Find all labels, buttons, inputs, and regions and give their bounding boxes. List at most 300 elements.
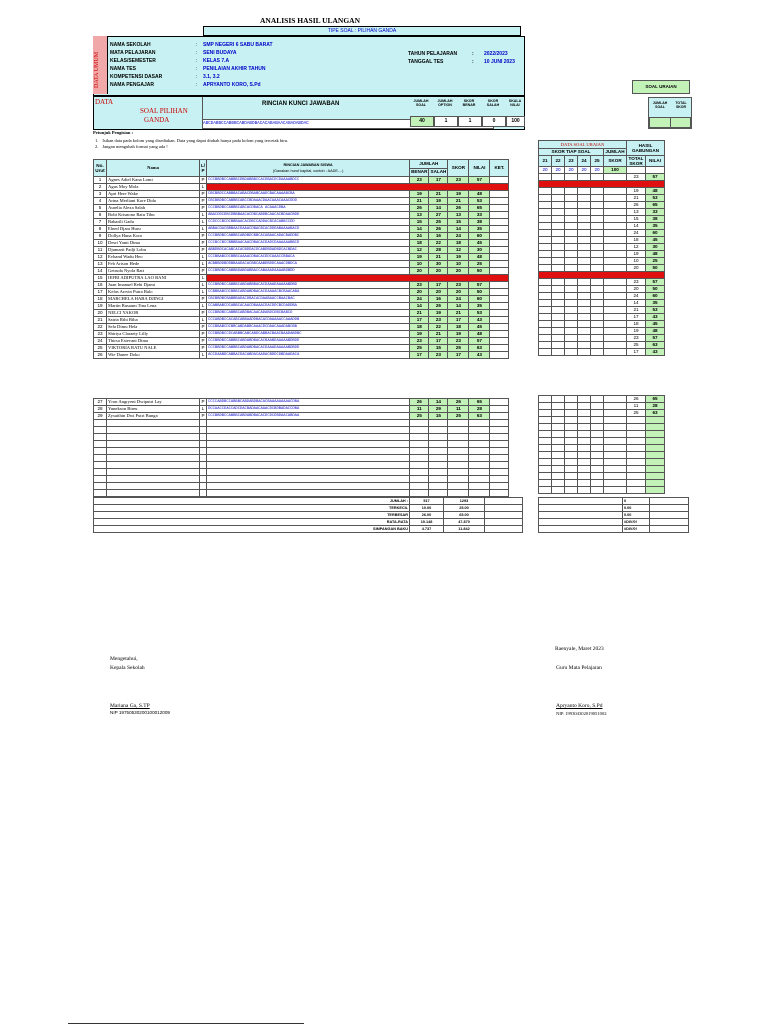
skor-benar-value[interactable]: 1 xyxy=(458,116,482,127)
essay-score-cell[interactable] xyxy=(552,431,565,438)
essay-score-cell[interactable] xyxy=(591,321,604,328)
essay-score-cell[interactable] xyxy=(552,300,565,307)
student-gender[interactable]: P xyxy=(200,324,207,331)
empty-cell[interactable] xyxy=(94,434,107,441)
remark-cell[interactable] xyxy=(490,212,509,219)
student-answers[interactable]: ABBACDACBBBAACDAAACDBACBCACDDDABAAAABACD xyxy=(207,226,410,233)
empty-cell[interactable] xyxy=(200,448,207,455)
essay-score-cell[interactable] xyxy=(552,237,565,244)
remark-cell[interactable] xyxy=(490,338,509,345)
essay-score-cell[interactable] xyxy=(591,195,604,202)
student-gender[interactable]: P xyxy=(200,338,207,345)
essay-score-cell[interactable] xyxy=(552,445,565,452)
essay-score-cell[interactable] xyxy=(578,438,591,445)
student-answers[interactable]: CCCBBDBCCABBBCABDABBBACACDAAADAAAAABDBD xyxy=(207,282,410,289)
student-name[interactable]: Baharili Gadu xyxy=(107,219,200,226)
essay-score-cell[interactable] xyxy=(578,195,591,202)
essay-score-cell[interactable] xyxy=(591,174,604,181)
essay-score-cell[interactable] xyxy=(565,314,578,321)
empty-cell[interactable] xyxy=(207,441,410,448)
essay-score-cell[interactable] xyxy=(578,209,591,216)
essay-score-cell[interactable] xyxy=(565,438,578,445)
remark-cell[interactable] xyxy=(490,345,509,352)
empty-cell[interactable] xyxy=(200,462,207,469)
essay-score-cell[interactable] xyxy=(591,216,604,223)
essay-score-cell[interactable] xyxy=(552,216,565,223)
student-name[interactable]: Desri Yanti Dima xyxy=(107,240,200,247)
remark-cell[interactable] xyxy=(490,177,509,184)
student-name[interactable]: Apri Here Wake xyxy=(107,191,200,198)
essay-score-cell[interactable] xyxy=(578,403,591,410)
essay-score-cell[interactable] xyxy=(539,480,552,487)
remark-cell[interactable] xyxy=(490,352,509,359)
essay-score-cell[interactable] xyxy=(552,342,565,349)
essay-score-cell[interactable] xyxy=(552,202,565,209)
essay-score-cell[interactable] xyxy=(565,410,578,417)
student-answers[interactable]: CCCCABDBCCABBBCABDABDBACACBAAAAAAAAACDBA xyxy=(207,399,410,406)
empty-cell[interactable] xyxy=(207,455,410,462)
empty-cell[interactable] xyxy=(94,462,107,469)
student-answers[interactable]: CCCBBDBCCABBBCABDABDBACACBAABDAAAAABDBDD xyxy=(207,338,410,345)
student-gender[interactable]: P xyxy=(200,268,207,275)
empty-cell[interactable] xyxy=(94,490,107,497)
empty-cell[interactable] xyxy=(94,455,107,462)
student-answers[interactable]: CCCBBDBCCABBBCABDABDBACACDCDCDBDAACABDAA xyxy=(207,413,410,420)
essay-score-cell[interactable] xyxy=(539,223,552,230)
essay-score-cell[interactable] xyxy=(578,349,591,356)
student-answers[interactable]: CBCBBDBCCABBBCABCCBDAAACDAACAAACAAACDDD xyxy=(207,198,410,205)
essay-score-cell[interactable] xyxy=(552,258,565,265)
essay-max-score[interactable]: 20 xyxy=(591,167,604,174)
essay-score-cell[interactable] xyxy=(539,473,552,480)
student-gender[interactable]: L xyxy=(200,275,207,282)
empty-cell[interactable] xyxy=(94,427,107,434)
remark-cell[interactable] xyxy=(490,198,509,205)
student-answers[interactable]: CBCBBDBCBABBBADACDBACACDAABAACCBAACBAC xyxy=(207,296,410,303)
essay-max-score[interactable]: 20 xyxy=(552,167,565,174)
empty-cell[interactable] xyxy=(490,483,509,490)
essay-score-cell[interactable] xyxy=(539,487,552,494)
empty-cell[interactable] xyxy=(200,427,207,434)
essay-score-cell[interactable] xyxy=(539,459,552,466)
empty-cell[interactable] xyxy=(200,483,207,490)
essay-score-cell[interactable] xyxy=(539,265,552,272)
essay-max-score[interactable]: 20 xyxy=(565,167,578,174)
empty-cell[interactable] xyxy=(490,420,509,427)
essay-jumlah-soal-cell[interactable] xyxy=(649,117,671,128)
essay-score-cell[interactable] xyxy=(578,424,591,431)
student-name[interactable]: VIKTORIA RATU NALE xyxy=(107,345,200,352)
essay-score-cell[interactable] xyxy=(578,473,591,480)
essay-score-cell[interactable] xyxy=(578,307,591,314)
empty-cell[interactable] xyxy=(207,490,410,497)
essay-score-cell[interactable] xyxy=(552,396,565,403)
student-gender[interactable]: L xyxy=(200,254,207,261)
empty-cell[interactable] xyxy=(207,448,410,455)
remark-cell[interactable] xyxy=(490,406,509,413)
student-answers[interactable]: CCBBBABCDCBBBCABDABDBACACDAAAACBCBAACABA xyxy=(207,289,410,296)
empty-cell[interactable] xyxy=(94,448,107,455)
remark-cell[interactable] xyxy=(490,296,509,303)
empty-cell[interactable] xyxy=(107,441,200,448)
student-name[interactable]: Arina Merliani Kore Dida xyxy=(107,198,200,205)
student-gender[interactable]: L xyxy=(200,226,207,233)
empty-cell[interactable] xyxy=(207,434,410,441)
student-answers[interactable]: CCDCCCBCDCBBBAACACDBCCADDACBCACABBCCDD xyxy=(207,219,410,226)
essay-score-cell[interactable] xyxy=(552,417,565,424)
student-answers[interactable]: ABACDDCDBCDBBBAACACDBCABDBCAACACBDAACBDD xyxy=(207,212,410,219)
student-answers[interactable]: DCCAACCDACCADCDACBADAACAAACDCBDBADACCDBA xyxy=(207,406,410,413)
essay-score-cell[interactable] xyxy=(578,459,591,466)
empty-cell[interactable] xyxy=(107,427,200,434)
essay-score-cell[interactable] xyxy=(565,342,578,349)
empty-cell[interactable] xyxy=(207,427,410,434)
empty-cell[interactable] xyxy=(94,469,107,476)
essay-score-cell[interactable] xyxy=(539,258,552,265)
essay-score-cell[interactable] xyxy=(578,328,591,335)
essay-score-cell[interactable] xyxy=(591,403,604,410)
essay-score-cell[interactable] xyxy=(565,349,578,356)
essay-score-cell[interactable] xyxy=(578,396,591,403)
essay-score-cell[interactable] xyxy=(591,258,604,265)
student-name[interactable]: Yron Angryeni Dwiputri Lay xyxy=(107,399,200,406)
remark-cell[interactable] xyxy=(490,268,509,275)
essay-score-cell[interactable] xyxy=(552,195,565,202)
essay-score-cell[interactable] xyxy=(565,258,578,265)
empty-cell[interactable] xyxy=(107,455,200,462)
student-gender[interactable]: L xyxy=(200,219,207,226)
student-name[interactable]: Bobi Krisnono Ratu Tibu xyxy=(107,212,200,219)
essay-score-cell[interactable] xyxy=(591,410,604,417)
essay-score-cell[interactable] xyxy=(591,237,604,244)
essay-score-cell[interactable] xyxy=(539,396,552,403)
essay-score-cell[interactable] xyxy=(591,335,604,342)
empty-cell[interactable] xyxy=(490,434,509,441)
essay-score-cell[interactable] xyxy=(552,251,565,258)
essay-score-cell[interactable] xyxy=(591,293,604,300)
essay-score-cell[interactable] xyxy=(565,265,578,272)
essay-score-cell[interactable] xyxy=(565,209,578,216)
essay-score-cell[interactable] xyxy=(591,487,604,494)
remark-cell[interactable] xyxy=(490,331,509,338)
student-gender[interactable]: L xyxy=(200,212,207,219)
essay-score-cell[interactable] xyxy=(539,438,552,445)
essay-score-cell[interactable] xyxy=(565,328,578,335)
essay-score-cell[interactable] xyxy=(539,195,552,202)
essay-score-cell[interactable] xyxy=(552,480,565,487)
student-name[interactable]: Sela Dimu Hela xyxy=(107,324,200,331)
essay-score-cell[interactable] xyxy=(565,188,578,195)
empty-cell[interactable] xyxy=(94,483,107,490)
essay-score-cell[interactable] xyxy=(539,335,552,342)
essay-score-cell[interactable] xyxy=(552,473,565,480)
student-gender[interactable]: P xyxy=(200,247,207,254)
essay-score-cell[interactable] xyxy=(539,300,552,307)
essay-score-cell[interactable] xyxy=(578,410,591,417)
essay-score-cell[interactable] xyxy=(539,279,552,286)
essay-score-cell[interactable] xyxy=(565,396,578,403)
student-name[interactable]: Getruda Nyola Ratt xyxy=(107,268,200,275)
student-gender[interactable]: P xyxy=(200,399,207,406)
empty-cell[interactable] xyxy=(207,476,410,483)
essay-score-cell[interactable] xyxy=(539,188,552,195)
student-answers[interactable]: CCCBBDBCCABBBCABCACDBACA ACAAACDBA xyxy=(207,205,410,212)
remark-cell[interactable] xyxy=(490,233,509,240)
essay-score-cell[interactable] xyxy=(578,251,591,258)
empty-cell[interactable] xyxy=(207,483,410,490)
empty-cell[interactable] xyxy=(107,420,200,427)
essay-score-cell[interactable] xyxy=(552,459,565,466)
essay-score-cell[interactable] xyxy=(591,202,604,209)
student-name[interactable]: Elned Djara Huru xyxy=(107,226,200,233)
essay-score-cell[interactable] xyxy=(565,335,578,342)
remark-cell[interactable] xyxy=(490,191,509,198)
essay-score-cell[interactable] xyxy=(539,286,552,293)
essay-score-cell[interactable] xyxy=(552,230,565,237)
essay-score-cell[interactable] xyxy=(578,335,591,342)
essay-score-cell[interactable] xyxy=(578,244,591,251)
empty-cell[interactable] xyxy=(207,462,410,469)
essay-score-cell[interactable] xyxy=(552,293,565,300)
essay-score-cell[interactable] xyxy=(565,279,578,286)
empty-cell[interactable] xyxy=(94,441,107,448)
essay-score-cell[interactable] xyxy=(578,286,591,293)
essay-score-cell[interactable] xyxy=(578,237,591,244)
student-gender[interactable]: L xyxy=(200,282,207,289)
empty-cell[interactable] xyxy=(490,476,509,483)
essay-score-cell[interactable] xyxy=(565,445,578,452)
identity-value[interactable]: PENILAIAN AKHIR TAHUN xyxy=(203,66,266,72)
essay-score-cell[interactable] xyxy=(565,293,578,300)
student-name[interactable]: Evhand Wadu Heo xyxy=(107,254,200,261)
empty-cell[interactable] xyxy=(490,427,509,434)
essay-score-cell[interactable] xyxy=(539,174,552,181)
student-gender[interactable]: P xyxy=(200,191,207,198)
essay-score-cell[interactable] xyxy=(552,335,565,342)
empty-cell[interactable] xyxy=(200,469,207,476)
essay-score-cell[interactable] xyxy=(552,321,565,328)
essay-score-cell[interactable] xyxy=(591,279,604,286)
essay-score-cell[interactable] xyxy=(539,349,552,356)
essay-max-score[interactable]: 20 xyxy=(539,167,552,174)
empty-cell[interactable] xyxy=(107,483,200,490)
empty-cell[interactable] xyxy=(107,476,200,483)
essay-score-cell[interactable] xyxy=(578,417,591,424)
essay-score-cell[interactable] xyxy=(591,445,604,452)
student-name[interactable]: Agus Moy Mola xyxy=(107,184,200,191)
essay-score-cell[interactable] xyxy=(552,487,565,494)
student-name[interactable]: Thirsa Estevani Dima xyxy=(107,338,200,345)
essay-score-cell[interactable] xyxy=(539,202,552,209)
student-gender[interactable]: P xyxy=(200,240,207,247)
essay-score-cell[interactable] xyxy=(591,300,604,307)
remark-cell[interactable] xyxy=(490,240,509,247)
essay-score-cell[interactable] xyxy=(578,216,591,223)
essay-score-cell[interactable] xyxy=(591,307,604,314)
essay-score-cell[interactable] xyxy=(591,223,604,230)
essay-score-cell[interactable] xyxy=(578,223,591,230)
essay-score-cell[interactable] xyxy=(539,417,552,424)
essay-score-cell[interactable] xyxy=(565,424,578,431)
skala-nilai-value[interactable]: 100 xyxy=(506,116,525,127)
remark-cell[interactable] xyxy=(490,303,509,310)
essay-score-cell[interactable] xyxy=(565,300,578,307)
essay-score-cell[interactable] xyxy=(552,349,565,356)
essay-score-cell[interactable] xyxy=(552,286,565,293)
student-answers[interactable]: CCCBBABCDCBBBCAAAACDBACACDDCAAACCBBACA xyxy=(207,254,410,261)
essay-score-cell[interactable] xyxy=(565,431,578,438)
student-gender[interactable]: P xyxy=(200,205,207,212)
essay-score-cell[interactable] xyxy=(578,480,591,487)
essay-score-cell[interactable] xyxy=(552,466,565,473)
essay-score-cell[interactable] xyxy=(565,286,578,293)
essay-total-skor-cell[interactable] xyxy=(670,117,691,128)
essay-score-cell[interactable] xyxy=(539,209,552,216)
essay-score-cell[interactable] xyxy=(552,265,565,272)
student-answers[interactable]: CCCBCCBCCBBBBAACAACDBACACDADCDAAAAAABBCD xyxy=(207,240,410,247)
essay-score-cell[interactable] xyxy=(539,314,552,321)
essay-score-cell[interactable] xyxy=(539,466,552,473)
empty-cell[interactable] xyxy=(107,490,200,497)
essay-score-cell[interactable] xyxy=(552,209,565,216)
essay-score-cell[interactable] xyxy=(578,314,591,321)
essay-score-cell[interactable] xyxy=(578,188,591,195)
student-gender[interactable]: P xyxy=(200,413,207,420)
essay-score-cell[interactable] xyxy=(565,307,578,314)
identity-value[interactable]: KELAS 7.A xyxy=(203,58,230,64)
student-answers[interactable]: CCCBBDBCCABBBCABDABDBACACDAAADAAAAABDBDD xyxy=(207,345,410,352)
student-answers[interactable]: ABBDBDCACABCACACBDDACDCABDBDADBDCACBDAC xyxy=(207,247,410,254)
answer-key-input[interactable]: ABCDABBCCABBBCABDABDBACACABABAACABADABDAC xyxy=(202,119,494,129)
empty-cell[interactable] xyxy=(107,434,200,441)
essay-score-cell[interactable] xyxy=(552,314,565,321)
essay-score-cell[interactable] xyxy=(552,328,565,335)
essay-score-cell[interactable] xyxy=(591,244,604,251)
essay-score-cell[interactable] xyxy=(565,195,578,202)
remark-cell[interactable] xyxy=(490,317,509,324)
essay-score-cell[interactable] xyxy=(552,174,565,181)
essay-score-cell[interactable] xyxy=(539,424,552,431)
essay-score-cell[interactable] xyxy=(578,321,591,328)
remark-cell[interactable] xyxy=(490,324,509,331)
student-gender[interactable]: L xyxy=(200,289,207,296)
essay-score-cell[interactable] xyxy=(552,244,565,251)
student-answers[interactable]: CCABBABCDCABBCACAACDBAAACDACDDCBCDADDBA xyxy=(207,303,410,310)
essay-score-cell[interactable] xyxy=(591,265,604,272)
student-answers[interactable]: CCCBBDBCCABBBCDBDABBBCCACDBACDCDAAAABDCC xyxy=(207,177,410,184)
student-answers[interactable]: CCCBBDBCCABBBCABDBDCBBCACABAACADACBADDBC xyxy=(207,233,410,240)
essay-score-cell[interactable] xyxy=(565,459,578,466)
remark-cell[interactable] xyxy=(490,226,509,233)
student-gender[interactable]: P xyxy=(200,331,207,338)
essay-score-cell[interactable] xyxy=(578,202,591,209)
essay-score-cell[interactable] xyxy=(591,209,604,216)
essay-score-cell[interactable] xyxy=(578,487,591,494)
year-value[interactable]: 2022/2023 xyxy=(484,51,508,57)
essay-score-cell[interactable] xyxy=(539,410,552,417)
essay-score-cell[interactable] xyxy=(578,445,591,452)
essay-score-cell[interactable] xyxy=(565,223,578,230)
student-name[interactable]: Aurelia Alexa Salah xyxy=(107,205,200,212)
essay-score-cell[interactable] xyxy=(539,293,552,300)
student-name[interactable]: Djumarti Padji Lobu xyxy=(107,247,200,254)
student-gender[interactable]: L xyxy=(200,317,207,324)
essay-score-cell[interactable] xyxy=(539,244,552,251)
student-name[interactable]: Kefas Arrvin Putra Balo xyxy=(107,289,200,296)
essay-score-cell[interactable] xyxy=(591,188,604,195)
essay-score-cell[interactable] xyxy=(578,300,591,307)
essay-score-cell[interactable] xyxy=(565,403,578,410)
empty-cell[interactable] xyxy=(200,455,207,462)
empty-cell[interactable] xyxy=(490,462,509,469)
essay-score-cell[interactable] xyxy=(578,466,591,473)
empty-cell[interactable] xyxy=(200,434,207,441)
essay-score-cell[interactable] xyxy=(565,174,578,181)
empty-cell[interactable] xyxy=(490,455,509,462)
empty-cell[interactable] xyxy=(107,462,200,469)
empty-cell[interactable] xyxy=(107,448,200,455)
student-name[interactable]: Yunekson Bireu xyxy=(107,406,200,413)
student-gender[interactable]: L xyxy=(200,352,207,359)
essay-score-cell[interactable] xyxy=(552,307,565,314)
remark-cell[interactable] xyxy=(490,310,509,317)
empty-cell[interactable] xyxy=(200,476,207,483)
essay-score-cell[interactable] xyxy=(539,251,552,258)
essay-max-score[interactable]: 20 xyxy=(578,167,591,174)
student-answers[interactable]: CCCABDBCCACABCABBAADDBACACDAAAAACCAAADDB xyxy=(207,317,410,324)
essay-score-cell[interactable] xyxy=(591,230,604,237)
student-name[interactable]: Sairia Rihi Biha xyxy=(107,317,200,324)
student-gender[interactable]: P xyxy=(200,233,207,240)
essay-score-cell[interactable] xyxy=(591,431,604,438)
identity-value[interactable]: APRYANTO KORO, S.Pd xyxy=(203,82,261,88)
empty-cell[interactable] xyxy=(490,448,509,455)
essay-score-cell[interactable] xyxy=(539,216,552,223)
essay-score-cell[interactable] xyxy=(578,431,591,438)
student-gender[interactable]: L xyxy=(200,261,207,268)
student-answers[interactable]: CBCBBDCCABBBACABACDBABCAADCBACAAAABCBA xyxy=(207,191,410,198)
student-answers[interactable]: CCCBBDBCCABBBCABDBACAACADABDCDBCBABCD xyxy=(207,310,410,317)
essay-score-cell[interactable] xyxy=(578,230,591,237)
essay-score-cell[interactable] xyxy=(578,293,591,300)
essay-score-cell[interactable] xyxy=(591,286,604,293)
essay-score-cell[interactable] xyxy=(578,279,591,286)
essay-score-cell[interactable] xyxy=(565,244,578,251)
essay-score-cell[interactable] xyxy=(552,424,565,431)
essay-score-cell[interactable] xyxy=(591,452,604,459)
essay-score-cell[interactable] xyxy=(591,480,604,487)
essay-score-cell[interactable] xyxy=(565,230,578,237)
essay-score-cell[interactable] xyxy=(591,459,604,466)
date-value[interactable]: 10 JUNI 2023 xyxy=(484,59,515,65)
skor-salah-value[interactable]: 0 xyxy=(482,116,506,127)
essay-score-cell[interactable] xyxy=(578,174,591,181)
empty-cell[interactable] xyxy=(490,441,509,448)
empty-cell[interactable] xyxy=(490,490,509,497)
remark-cell[interactable] xyxy=(490,247,509,254)
student-name[interactable]: IEFRI ADIPUTRA LAO BANI xyxy=(107,275,200,282)
essay-score-cell[interactable] xyxy=(539,342,552,349)
student-name[interactable]: Martin Busaum Tina Lena xyxy=(107,303,200,310)
student-gender[interactable]: P xyxy=(200,310,207,317)
student-gender[interactable]: P xyxy=(200,198,207,205)
essay-score-cell[interactable] xyxy=(552,223,565,230)
student-gender[interactable]: L xyxy=(200,303,207,310)
essay-score-cell[interactable] xyxy=(591,251,604,258)
essay-score-cell[interactable] xyxy=(552,279,565,286)
essay-score-cell[interactable] xyxy=(539,431,552,438)
student-name[interactable]: MARCHELA HABA DJINGI xyxy=(107,296,200,303)
